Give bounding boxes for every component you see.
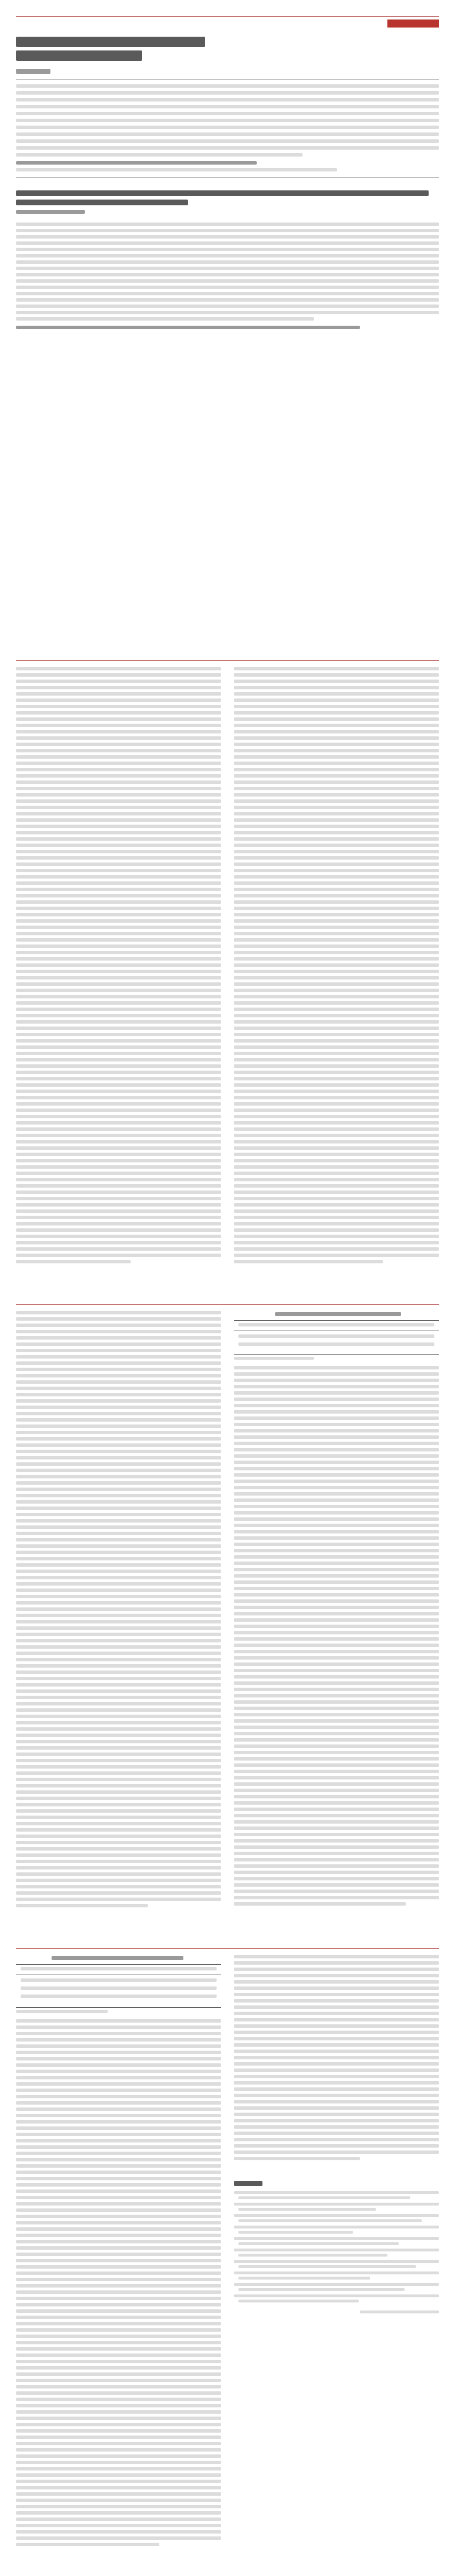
body-column-left [16,667,221,1275]
copyright-footer [16,1278,439,1283]
page-1 [0,0,455,644]
table-1-caption [234,1311,439,1312]
journal-header [16,8,439,17]
table-2-caption [16,1955,221,1956]
abstract-en [16,221,439,222]
body-column-right [234,1955,439,2173]
copyright-footer [16,2566,439,2571]
journal-header [16,1940,439,1949]
journal-header [16,1296,439,1305]
body-column-right [234,667,439,1275]
page-3 [0,1288,455,1932]
page-2 [0,644,455,1288]
page-4 [0,1932,455,2576]
section-label [387,19,439,28]
journal-header [16,652,439,661]
reference-list [234,2191,439,2317]
copyright-footer [16,1922,439,1927]
copyright-footer [16,634,439,639]
body-column-right [234,1366,439,1919]
body-column-left [16,2019,221,2563]
abstract-cn [16,79,439,178]
body-column-left [16,1311,221,1919]
